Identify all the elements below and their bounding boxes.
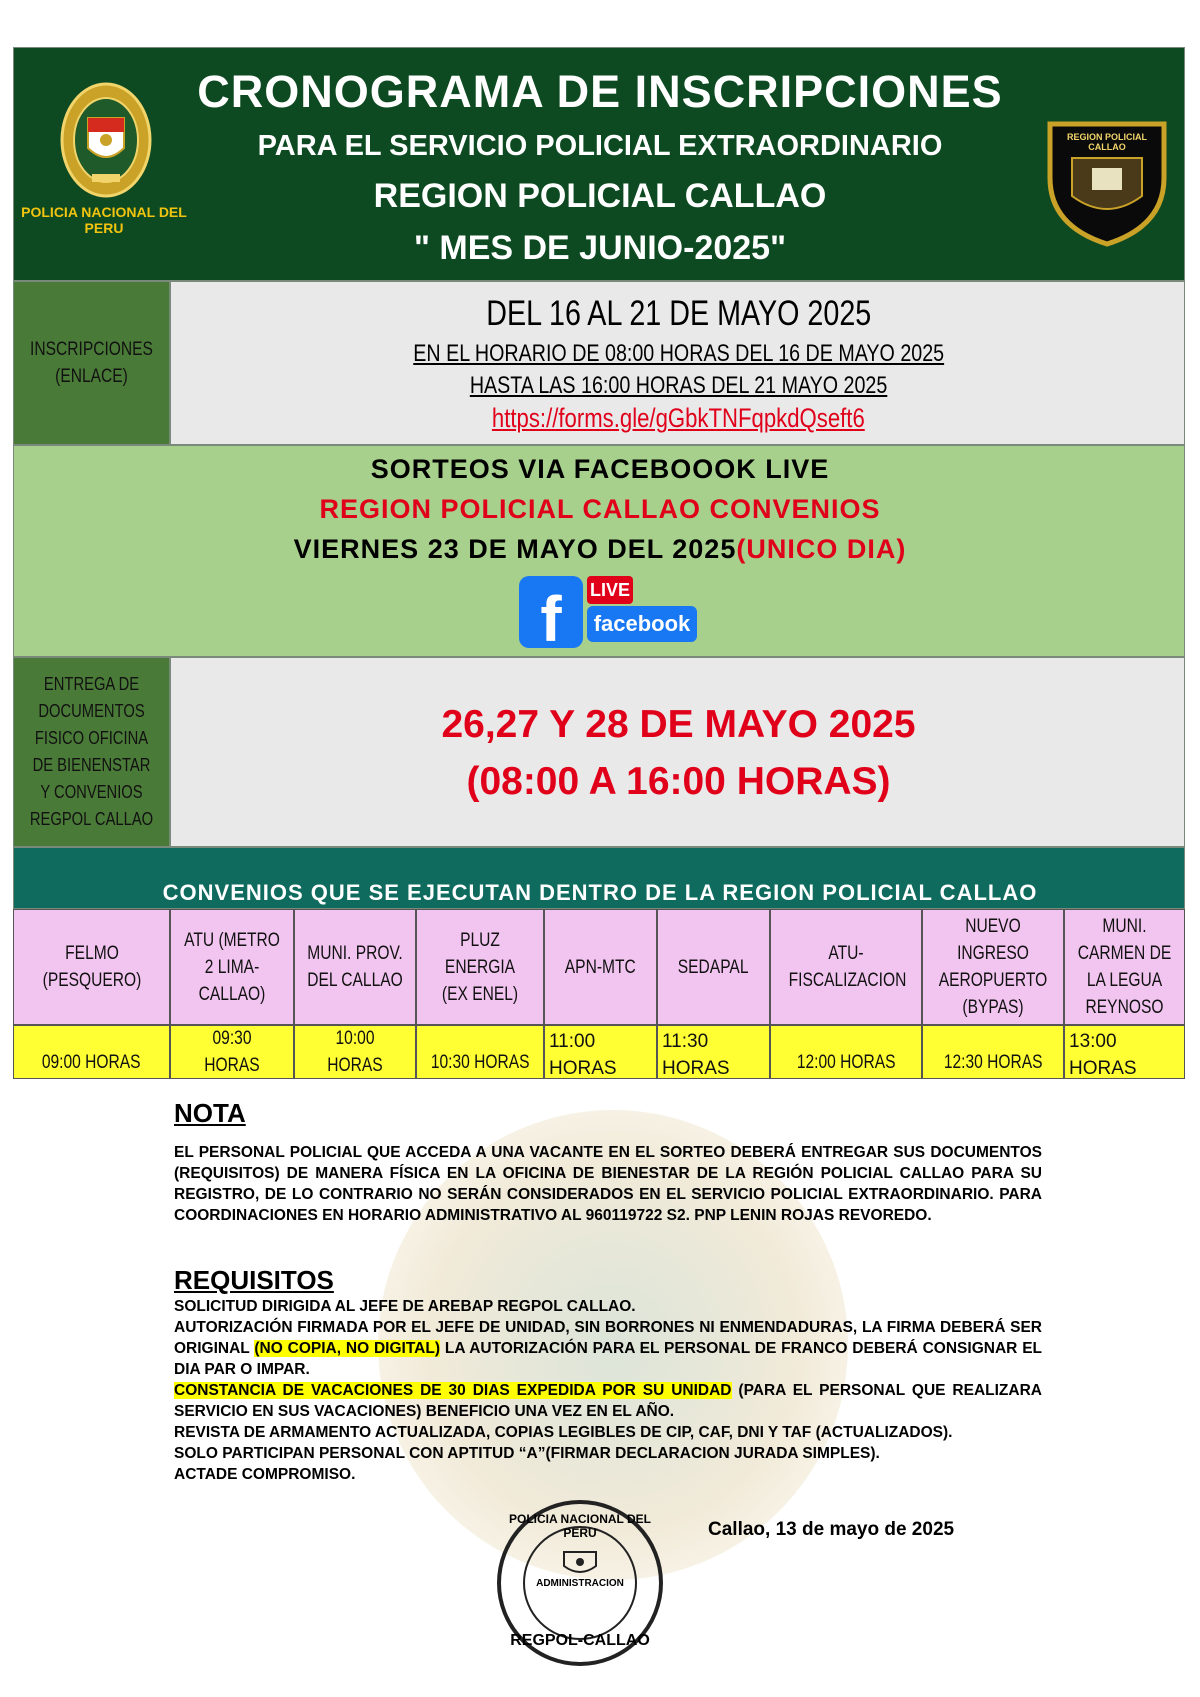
sorteos-date-note: (UNICO DIA) xyxy=(736,534,907,564)
inscripciones-label-text: INSCRIPCIONES (ENLACE) xyxy=(30,339,153,387)
requisito-item: SOLO PARTICIPAN PERSONAL CON APTITUD “A”(FIRMAR DECLARACION JURADA SIMPLES). xyxy=(174,1445,880,1462)
convenio-time-cell xyxy=(294,1025,416,1079)
inscripciones-end-text: HASTA LAS 16:00 HORAS DEL 21 MAYO 2025 xyxy=(469,372,888,399)
seal-mid-text: ADMINISTRACION xyxy=(536,1578,624,1589)
month-title: " MES DE JUNIO-2025" xyxy=(413,229,787,267)
convenio-time-cell xyxy=(416,1025,544,1079)
convenio-time: 09:30 HORAS xyxy=(204,1028,260,1076)
requisito-item: REVISTA DE ARMAMENTO ACTUALIZADA, COPIAS LEGIBLES DE CIP, CAF, DNI Y TAF (ACTUALIZADOS). xyxy=(174,1424,953,1441)
registration-link[interactable] xyxy=(171,403,1186,434)
live-badge: LIVE xyxy=(587,576,633,604)
convenio-name-cell xyxy=(416,909,544,1025)
requisito-item: ACTADE COMPROMISO. xyxy=(174,1466,356,1483)
inscripciones-start xyxy=(171,340,1186,368)
nota-text: EL PERSONAL POLICIAL QUE ACCEDA A UNA VACANTE EN EL SORTEO DEBERÁ ENTREGAR SUS DOCUMENTOS (REQUISITOS) DE MANERA FÍSICA EN LA OFICINA DE BIENESTAR DE LA REGIÓN POLICIAL CALLAO PARA SU REGISTRO, DE LO CONTRARIO NO SERÁN CONSIDERADOS EN EL SERVICIO POLICIAL EXTRAORDINARIO. PARA COORDINACIONES EN HORARIO ADMINISTRATIVO AL 960119722 S2. PNP LENIN ROJAS REVOREDO. xyxy=(174,1144,1042,1224)
convenio-time-cell xyxy=(922,1025,1064,1079)
requisito-highlight: (NO COPIA, NO DIGITAL) xyxy=(254,1340,440,1357)
convenio-name-cell xyxy=(170,909,294,1025)
facebook-wordmark: facebook xyxy=(587,606,697,642)
requisito-highlight: CONSTANCIA DE VACACIONES DE 30 DIAS EXPEDIDA POR SU UNIDAD xyxy=(174,1382,732,1399)
inscripciones-dates xyxy=(171,294,1186,334)
convenio-time-cell xyxy=(544,1025,657,1079)
sorteos-heading: SORTEOS VIA FACEBOOOK LIVE xyxy=(370,454,830,484)
regpol-seal-stamp xyxy=(497,1500,663,1666)
nota-title: NOTA xyxy=(174,1098,246,1128)
header-banner xyxy=(13,47,1185,281)
convenio-name: MUNI. CARMEN DE LA LEGUA REYNOSO xyxy=(1077,916,1172,1018)
convenios-title: CONVENIOS QUE SE EJECUTAN DENTRO DE LA REGION POLICIAL CALLAO xyxy=(162,880,1038,905)
inscripciones-start-text: EN EL HORARIO DE 08:00 HORAS DEL 16 DE MAYO 2025 xyxy=(413,340,944,367)
convenio-time: 11:30 HORAS xyxy=(662,1031,730,1079)
convenio-name: FELMO (PESQUERO) xyxy=(42,943,141,991)
page-subtitle: PARA EL SERVICIO POLICIAL EXTRAORDINARIO xyxy=(257,130,943,162)
entrega-label-text: ENTREGA DE DOCUMENTOS FISICO OFICINA DE BIENENSTAR Y CONVENIOS REGPOL CALLAO xyxy=(29,674,154,829)
place-date: Callao, 13 de mayo de 2025 xyxy=(708,1519,955,1540)
requisito-item xyxy=(174,1317,1042,1380)
convenio-time: 10:30 HORAS xyxy=(430,1052,530,1073)
convenio-time: 11:00 HORAS xyxy=(549,1031,617,1079)
convenio-time-cell xyxy=(170,1025,294,1079)
region-title: REGION POLICIAL CALLAO xyxy=(373,177,827,215)
sorteos-date xyxy=(14,534,1186,565)
seal-top-text: POLICIA NACIONAL DEL PERU xyxy=(508,1512,651,1540)
requisito-text: (PARA EL PERSONAL QUE REALIZARA SERVICIO EN SUS VACACIONES) BENEFICIO UNA VEZ EN EL AÑO. xyxy=(174,1382,1042,1420)
convenio-name: NUEVO INGRESO AEROPUERTO (BYPAS) xyxy=(938,916,1048,1018)
convenio-name-cell xyxy=(294,909,416,1025)
entrega-label xyxy=(13,657,170,847)
seal-bottom-text: REGPOL-CALLAO xyxy=(510,1632,650,1649)
sorteos-box xyxy=(13,445,1185,657)
convenio-name: ATU (METRO 2 LIMA-CALLAO) xyxy=(184,929,280,1005)
convenio-name: PLUZ ENERGIA (EX ENEL) xyxy=(441,929,519,1005)
convenio-time: 13:00 HORAS xyxy=(1069,1031,1137,1079)
seal-crest-icon xyxy=(560,1548,600,1578)
convenio-name-cell xyxy=(657,909,770,1025)
inscripciones-label xyxy=(13,281,170,445)
convenio-name-cell xyxy=(13,909,170,1025)
requisito-text: LA AUTORIZACIÓN PARA EL PERSONAL DE FRANCO DEBERÁ CONSIGNAR EL DIA PAR O IMPAR. xyxy=(174,1340,1042,1378)
convenio-name-cell xyxy=(544,909,657,1025)
convenios-header xyxy=(13,847,1185,909)
entrega-dates: 26,27 Y 28 DE MAYO 2025 xyxy=(441,703,916,746)
requisitos-list xyxy=(174,1296,1042,1485)
left-logo-text: POLICIA NACIONAL DEL PERU xyxy=(21,204,187,236)
registration-link-text[interactable]: https://forms.gle/gGbkTNFqpkdQseft6 xyxy=(492,403,865,433)
convenio-time-cell xyxy=(657,1025,770,1079)
convenio-time-cell xyxy=(13,1025,170,1079)
convenio-name: MUNI. PROV. DEL CALLAO xyxy=(307,943,403,991)
entrega-box xyxy=(170,657,1185,847)
sorteos-region: REGION POLICIAL CALLAO CONVENIOS xyxy=(319,494,881,524)
entrega-hours: (08:00 A 16:00 HORAS) xyxy=(466,760,891,803)
convenio-name: SEDAPAL xyxy=(678,956,749,978)
convenio-time: 12:30 HORAS xyxy=(943,1052,1043,1073)
requisito-item: SOLICITUD DIRIGIDA AL JEFE DE AREBAP REGPOL CALLAO. xyxy=(174,1298,636,1315)
sorteos-date-text: VIERNES 23 DE MAYO DEL 2025 xyxy=(293,534,737,564)
convenio-time: 09:00 HORAS xyxy=(42,1052,141,1073)
inscripciones-box xyxy=(170,281,1185,445)
requisito-item xyxy=(174,1380,1042,1422)
convenio-name-cell xyxy=(922,909,1064,1025)
convenio-name: ATU-FISCALIZACION xyxy=(788,943,907,991)
convenio-name: APN-MTC xyxy=(565,956,636,978)
inscripciones-dates-text: DEL 16 AL 21 DE MAYO 2025 xyxy=(485,294,872,333)
facebook-icon: f xyxy=(519,576,583,648)
requisito-text: AUTORIZACIÓN FIRMADA POR EL JEFE DE UNIDAD, SIN BORRONES NI ENMENDADURAS, LA FIRMA DEBERÁ SER ORIGINAL xyxy=(174,1319,1042,1357)
page-title: CRONOGRAMA DE INSCRIPCIONES xyxy=(197,66,1003,117)
convenio-time-cell xyxy=(1064,1025,1185,1079)
inscripciones-end xyxy=(171,372,1186,400)
convenio-name-cell xyxy=(1064,909,1185,1025)
requisitos-title: REQUISITOS xyxy=(174,1265,334,1295)
right-logo-text: REGION POLICIAL CALLAO xyxy=(1066,132,1147,152)
convenio-time-cell xyxy=(770,1025,922,1079)
convenio-name-cell xyxy=(770,909,922,1025)
convenio-time: 10:00 HORAS xyxy=(327,1028,383,1076)
convenio-time: 12:00 HORAS xyxy=(796,1052,896,1073)
